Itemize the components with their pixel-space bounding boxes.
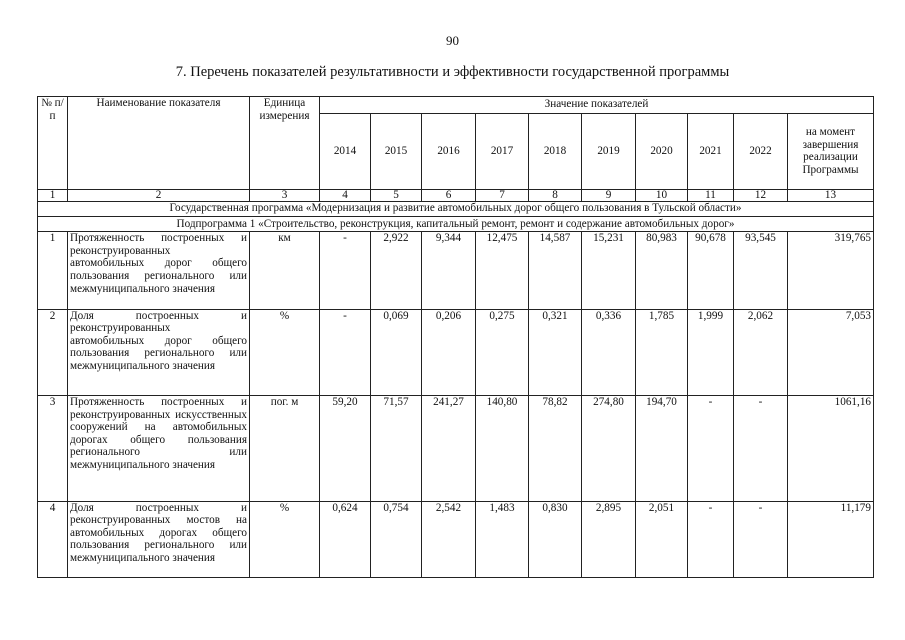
header-year: 2016 bbox=[422, 114, 476, 189]
header-year: 2020 bbox=[636, 114, 688, 189]
header-year: 2017 bbox=[476, 114, 529, 189]
indicator-value: 2,922 bbox=[371, 232, 422, 309]
column-number: 13 bbox=[788, 189, 874, 201]
header-year: 2015 bbox=[371, 114, 422, 189]
column-number: 10 bbox=[636, 189, 688, 201]
indicator-value: 0,336 bbox=[582, 309, 636, 395]
program-title: Государственная программа «Модернизация и развитие автомобильных дорог общего пользования в Тульской области» bbox=[38, 201, 874, 216]
header-final: на момент завершения реализации Программы bbox=[788, 114, 874, 189]
indicator-value: 140,80 bbox=[476, 395, 529, 501]
row-number: 4 bbox=[38, 501, 68, 577]
indicator-value: 15,231 bbox=[582, 232, 636, 309]
indicator-final-value: 1061,16 bbox=[788, 395, 874, 501]
indicator-value: 2,895 bbox=[582, 501, 636, 577]
program-row bbox=[38, 201, 874, 216]
column-numbers-row bbox=[38, 189, 874, 201]
column-number: 8 bbox=[529, 189, 582, 201]
indicator-value: 1,483 bbox=[476, 501, 529, 577]
column-number: 2 bbox=[68, 189, 250, 201]
indicator-value: 78,82 bbox=[529, 395, 582, 501]
indicator-name: Доля построенных и реконструированных автомобильных дорог общего пользования регионального или межмуниципального значения bbox=[68, 309, 250, 395]
indicator-name: Доля построенных и реконструированных мостов на автомобильных дорогах общего пользования регионального или межмуниципального значения bbox=[68, 501, 250, 577]
indicator-unit: % bbox=[250, 501, 320, 577]
header-num: № п/п bbox=[38, 97, 68, 190]
indicator-final-value: 7,053 bbox=[788, 309, 874, 395]
subprogram-row bbox=[38, 216, 874, 231]
indicator-final-value: 319,765 bbox=[788, 232, 874, 309]
indicator-value: 59,20 bbox=[320, 395, 371, 501]
column-number: 4 bbox=[320, 189, 371, 201]
indicator-unit: км bbox=[250, 232, 320, 309]
subprogram-title: Подпрограмма 1 «Строительство, реконструкция, капитальный ремонт, ремонт и содержание автомобильных дорог» bbox=[38, 216, 874, 231]
indicator-value: 90,678 bbox=[688, 232, 734, 309]
indicator-value: - bbox=[688, 395, 734, 501]
table-row bbox=[38, 232, 874, 309]
indicator-final-value: 11,179 bbox=[788, 501, 874, 577]
indicator-value: 80,983 bbox=[636, 232, 688, 309]
indicators-table bbox=[37, 96, 874, 578]
document-title: 7. Перечень показателей результативности и эффективности государственной программы bbox=[175, 64, 730, 80]
indicator-value: 241,27 bbox=[422, 395, 476, 501]
header-year: 2018 bbox=[529, 114, 582, 189]
indicator-value: 0,206 bbox=[422, 309, 476, 395]
indicator-value: - bbox=[734, 501, 788, 577]
table-row bbox=[38, 309, 874, 395]
indicator-value: 0,069 bbox=[371, 309, 422, 395]
table-row bbox=[38, 501, 874, 577]
indicator-name: Протяженность построенных и реконструированных искусственных сооружений на автомобильных дорогах общего пользования регионального или межмуниципального значения bbox=[68, 395, 250, 501]
header-name: Наименование показателя bbox=[68, 97, 250, 190]
indicator-value: 1,999 bbox=[688, 309, 734, 395]
indicator-value: 93,545 bbox=[734, 232, 788, 309]
indicator-value: - bbox=[320, 232, 371, 309]
column-number: 9 bbox=[582, 189, 636, 201]
column-number: 12 bbox=[734, 189, 788, 201]
indicator-value: 2,542 bbox=[422, 501, 476, 577]
indicator-value: 14,587 bbox=[529, 232, 582, 309]
column-number: 3 bbox=[250, 189, 320, 201]
header-year: 2019 bbox=[582, 114, 636, 189]
indicator-value: 194,70 bbox=[636, 395, 688, 501]
indicator-value: 2,062 bbox=[734, 309, 788, 395]
indicator-unit: % bbox=[250, 309, 320, 395]
column-number: 5 bbox=[371, 189, 422, 201]
indicator-value: 0,275 bbox=[476, 309, 529, 395]
row-number: 2 bbox=[38, 309, 68, 395]
indicator-value: 0,830 bbox=[529, 501, 582, 577]
page-number: 90 bbox=[446, 33, 459, 48]
header-year: 2021 bbox=[688, 114, 734, 189]
header-year: 2014 bbox=[320, 114, 371, 189]
column-number: 1 bbox=[38, 189, 68, 201]
row-number: 3 bbox=[38, 395, 68, 501]
indicator-value: 274,80 bbox=[582, 395, 636, 501]
indicator-value: 0,321 bbox=[529, 309, 582, 395]
header-unit: Единица измерения bbox=[250, 97, 320, 190]
indicator-value: 71,57 bbox=[371, 395, 422, 501]
indicator-name: Протяженность построенных и реконструированных автомобильных дорог общего пользования регионального или межмуниципального значения bbox=[68, 232, 250, 309]
column-number: 7 bbox=[476, 189, 529, 201]
indicator-value: 1,785 bbox=[636, 309, 688, 395]
indicator-value: 12,475 bbox=[476, 232, 529, 309]
column-number: 6 bbox=[422, 189, 476, 201]
indicator-unit: пог. м bbox=[250, 395, 320, 501]
table-row bbox=[38, 395, 874, 501]
indicator-value: 9,344 bbox=[422, 232, 476, 309]
indicator-value: - bbox=[734, 395, 788, 501]
indicator-value: 0,754 bbox=[371, 501, 422, 577]
header-values-group: Значение показателей bbox=[320, 97, 874, 114]
row-number: 1 bbox=[38, 232, 68, 309]
indicators-table-wrapper bbox=[37, 96, 873, 578]
column-number: 11 bbox=[688, 189, 734, 201]
indicator-value: - bbox=[688, 501, 734, 577]
indicator-value: 0,624 bbox=[320, 501, 371, 577]
indicator-value: 2,051 bbox=[636, 501, 688, 577]
header-year: 2022 bbox=[734, 114, 788, 189]
indicator-value: - bbox=[320, 309, 371, 395]
